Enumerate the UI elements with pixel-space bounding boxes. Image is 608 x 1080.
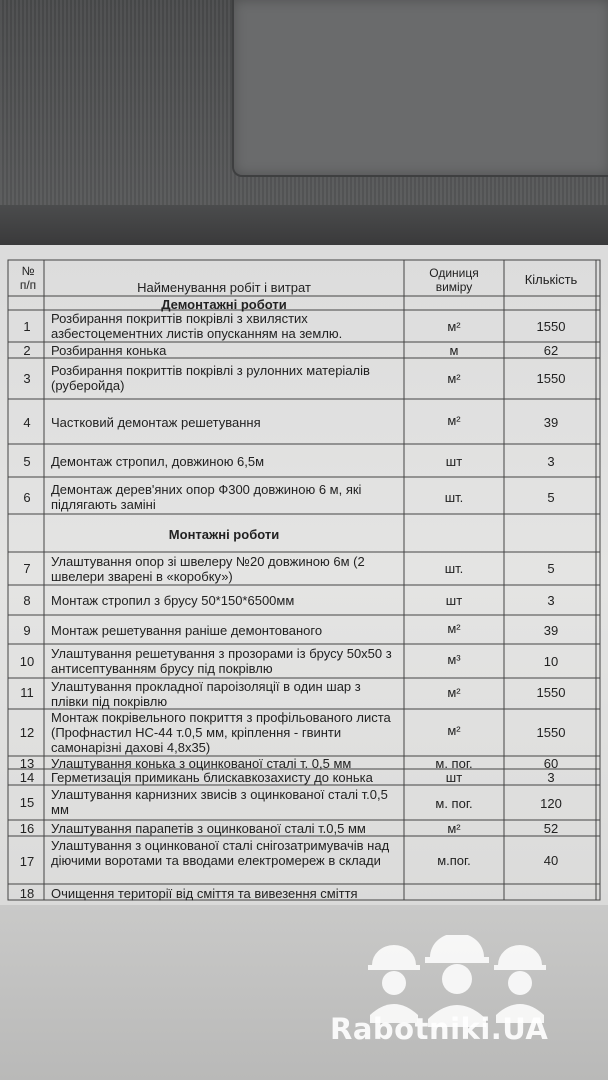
row-18-num: 18 — [19, 886, 35, 901]
row-7-unit: шт. — [444, 561, 464, 576]
row-13-num: 13 — [19, 756, 35, 771]
watermark-text: Rabotniki.UA — [330, 1012, 549, 1046]
row-5-unit: шт — [445, 454, 463, 469]
row-14-qty: 3 — [547, 770, 555, 785]
header-unit: Одиниця виміру — [429, 266, 479, 294]
row-7-qty: 5 — [547, 561, 555, 576]
row-11-unit: м² — [447, 685, 461, 700]
row-16-name: Улаштування парапетів з оцинкованої сталі т.0,5 мм — [51, 821, 366, 836]
row-14-num: 14 — [19, 770, 35, 785]
row-9-name: Монтаж решетування раніше демонтованого — [51, 623, 323, 638]
row-12-unit: м² — [447, 723, 461, 738]
row-18-name: Очищення території від сміття та вивезення сміття — [51, 886, 358, 901]
row-15-unit: м. пог. — [435, 796, 473, 811]
row-13-unit: м. пог. — [435, 756, 473, 771]
row-4-name: Частковий демонтаж решетування — [51, 415, 261, 430]
row-10-unit: м³ — [447, 652, 461, 667]
row-7-num: 7 — [23, 561, 31, 576]
header-num: № п/п — [19, 264, 37, 292]
row-3-name: Розбирання покриттів покрівлі з рулонних матеріалів (руберойда) — [51, 363, 370, 393]
row-4-num: 4 — [23, 415, 31, 430]
row-12-name: Монтаж покрівельного покриття з профільованого листа (Профнастил НС-44 т.0,5 мм, кріплення - гвинти самонарізні дахові 4,8х35) — [51, 710, 391, 755]
row-5-name: Демонтаж стропил, довжиною 6,5м — [51, 454, 265, 469]
laptop-edge — [0, 205, 608, 245]
row-9-unit: м² — [447, 621, 461, 636]
row-9-num: 9 — [23, 623, 31, 638]
section-montage: Монтажні роботи — [168, 527, 280, 542]
row-8-num: 8 — [23, 593, 31, 608]
row-11-num: 11 — [20, 685, 34, 700]
row-10-name: Улаштування решетування з прозорами із брусу 50х50 з антисептуванням брусу під покрівлю — [51, 646, 392, 676]
row-5-num: 5 — [23, 454, 31, 469]
row-7-name: Улаштування опор зі швелеру №20 довжиною 6м (2 швелери зварені в «коробку») — [51, 554, 365, 584]
row-14-unit: шт — [445, 770, 463, 785]
row-15-name: Улаштування карнизних звисів з оцинкованої сталі т.0,5 мм — [51, 787, 388, 817]
row-6-name: Демонтаж дерев'яних опор Ф300 довжиною 6 м, які підлягають заміні — [51, 482, 362, 512]
row-11-qty: 1550 — [536, 685, 566, 700]
row-17-qty: 40 — [543, 853, 559, 868]
row-17-num: 17 — [19, 854, 35, 869]
row-3-qty: 1550 — [536, 371, 566, 386]
row-10-qty: 10 — [543, 654, 559, 669]
row-6-unit: шт. — [444, 490, 464, 505]
row-3-unit: м² — [447, 371, 461, 386]
row-16-unit: м² — [447, 821, 461, 836]
row-13-name: Улаштування конька з оцинкованої сталі т. 0,5 мм — [51, 756, 352, 771]
row-6-num: 6 — [23, 490, 31, 505]
row-16-num: 16 — [19, 821, 35, 836]
header-name: Найменування робіт і витрат — [137, 280, 311, 295]
row-2-name: Розбирання конька — [51, 343, 167, 358]
row-12-num: 12 — [19, 725, 35, 740]
row-14-name: Герметизація примикань блискавкозахисту до конька — [51, 770, 373, 785]
row-17-unit: м.пог. — [437, 853, 471, 868]
header-qty: Кількість — [524, 272, 578, 287]
row-8-name: Монтаж стропил з брусу 50*150*6500мм — [51, 593, 295, 608]
row-5-qty: 3 — [547, 454, 555, 469]
row-9-qty: 39 — [543, 623, 559, 638]
row-3-num: 3 — [23, 371, 31, 386]
row-2-num: 2 — [23, 343, 31, 358]
row-1-name: Розбирання покриттів покрівлі з хвилястих азбестоцементних листів опусканням на землю. — [51, 311, 343, 341]
row-16-qty: 52 — [543, 821, 559, 836]
row-11-name: Улаштування прокладної пароізоляції в один шар з плівки під покрівлю — [51, 679, 361, 709]
row-1-num: 1 — [23, 319, 31, 334]
row-13-qty: 60 — [543, 756, 559, 771]
row-2-qty: 62 — [543, 343, 559, 358]
row-17-name: Улаштування з оцинкованої сталі снігозатримувачів над діючими воротами та вводами електромереж в склади — [51, 838, 390, 868]
laptop-touchpad — [232, 0, 608, 177]
row-6-qty: 5 — [547, 490, 555, 505]
row-15-qty: 120 — [540, 796, 562, 811]
row-8-qty: 3 — [547, 593, 555, 608]
row-4-qty: 39 — [543, 415, 559, 430]
row-10-num: 10 — [19, 654, 35, 669]
row-15-num: 15 — [19, 795, 35, 810]
row-12-qty: 1550 — [536, 725, 566, 740]
row-2-unit: м — [449, 343, 459, 358]
row-1-qty: 1550 — [536, 319, 566, 334]
row-1-unit: м² — [447, 319, 461, 334]
row-8-unit: шт — [445, 593, 463, 608]
section-demontage: Демонтажні роботи — [161, 297, 287, 312]
laptop-background — [0, 0, 608, 260]
row-4-unit: м² — [447, 413, 461, 428]
